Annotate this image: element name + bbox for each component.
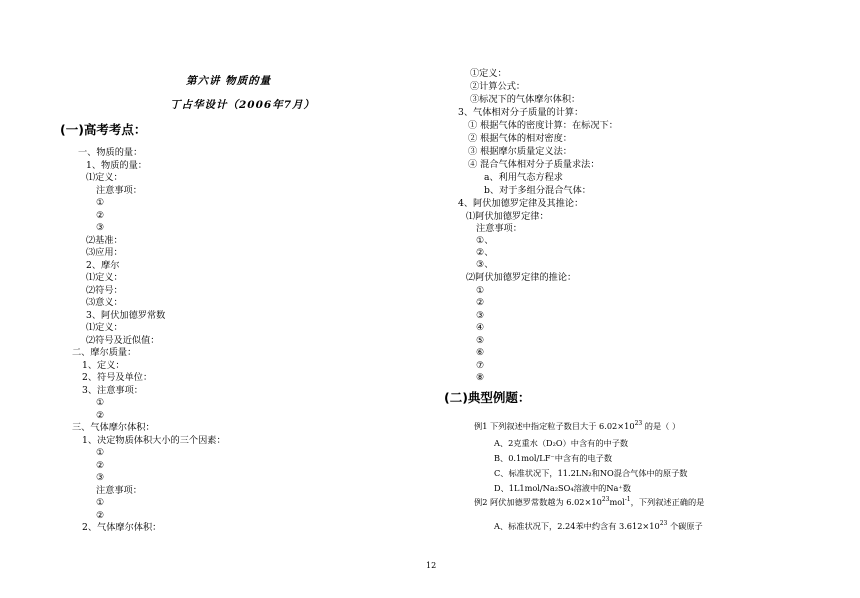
outline-line: 3、注意事项： <box>82 385 143 396</box>
outline-line: ② <box>96 460 105 471</box>
outline-line: ① 根据气体的密度计算：在标况下： <box>468 120 618 131</box>
exponent: 23 <box>659 520 668 527</box>
outline-line: ③ <box>96 222 105 233</box>
outline-line: 1、决定物质体积大小的三个因素： <box>82 435 226 446</box>
outline-line: ⑵基准： <box>86 235 123 246</box>
outline-line: 2、符号及单位： <box>82 372 153 383</box>
example-1-option-a: A、2克重水（D₂O）中含有的中子数 <box>494 438 629 448</box>
outline-line: 注意事项： <box>96 185 142 196</box>
option-tail: 个碳原子 <box>667 521 703 531</box>
example-1-option-d: D、1L1mol/Na₂SO₄溶液中的Na⁺数 <box>494 483 631 493</box>
outline-line: ⑵符号： <box>86 285 123 296</box>
outline-line: 注意事项： <box>96 485 142 496</box>
outline-line: ① <box>96 197 105 208</box>
outline-line: 4、阿伏加德罗定律及其推论： <box>458 198 584 209</box>
example-1-stem <box>474 420 680 432</box>
example-2-stem-text: 例2 阿伏加德罗常数越为 6.02×10 <box>474 497 602 507</box>
designer-line: 丁占华设计（2006年7月） <box>170 99 316 111</box>
outline-line: ⑴阿伏加德罗定律： <box>466 211 549 222</box>
exponent: 23 <box>634 420 643 427</box>
outline-line: ④ 混合气体相对分子质量求法： <box>468 159 600 170</box>
outline-line: b、对于多组分混合气体： <box>484 185 591 196</box>
outline-line: ⑤ <box>476 335 485 346</box>
outline-line: 2、摩尔 <box>86 260 120 271</box>
outline-line: ③、 <box>476 259 494 270</box>
example-1-option-c: C、标准状况下，11.2LN₂和NO混合气体中的原子数 <box>494 468 688 478</box>
outline-line: ① <box>96 497 105 508</box>
example-2-stem <box>474 496 704 508</box>
outline-line: ⑥ <box>476 347 485 358</box>
example-2-option-a <box>494 520 703 532</box>
example-2-stem-tail: ，下列叙述正确的是 <box>630 497 705 507</box>
section-heading-exam-points: (一)高考考点： <box>60 122 147 137</box>
outline-line: ③ <box>96 472 105 483</box>
outline-line: ② <box>96 410 105 421</box>
outline-line: ②计算公式： <box>470 81 526 92</box>
outline-line: ⑦ <box>476 360 485 371</box>
outline-line: ② <box>96 210 105 221</box>
option-text: A、标准状况下，2.24苯中约含有 3.612×10 <box>494 521 660 531</box>
exponent: 23 <box>601 496 610 503</box>
outline-line: ① <box>476 285 485 296</box>
outline-line: 3、气体相对分子质量的计算： <box>458 107 584 118</box>
outline-line: ③ 根据摩尔质量定义法： <box>468 146 572 157</box>
outline-line: 1、定义： <box>82 360 125 371</box>
outline-line: 3、阿伏加德罗常数 <box>86 310 166 321</box>
outline-line: ⑧ <box>476 372 485 383</box>
example-1-stem-tail: 的是（ ） <box>642 421 681 431</box>
outline-line: ④ <box>476 322 485 333</box>
section-heading-examples: (二)典型例题： <box>444 390 531 405</box>
outline-line: 1、物质的量： <box>86 160 147 171</box>
outline-line: ① <box>96 397 105 408</box>
outline-line: ⑶应用： <box>86 247 123 258</box>
outline-line: ⑴定义： <box>86 272 123 283</box>
outline-line: ② <box>96 510 105 521</box>
outline-line: ① <box>96 447 105 458</box>
outline-line: ③ <box>476 310 485 321</box>
unit-text: mol <box>609 497 625 507</box>
outline-line: 二、摩尔质量： <box>72 347 137 358</box>
outline-line: ②、 <box>476 247 494 258</box>
example-1-option-b: B、0.1mol/LF⁻中含有的电子数 <box>494 453 613 463</box>
lecture-title: 第六讲 物质的量 <box>186 75 272 87</box>
page-number: 12 <box>426 561 437 570</box>
outline-line: a、利用气态方程求 <box>484 172 563 183</box>
outline-line: ② 根据气体的相对密度： <box>468 133 572 144</box>
outline-line: ⑶意义： <box>86 297 123 308</box>
outline-line: ⑵阿伏加德罗定律的推论： <box>466 272 577 283</box>
outline-line: ①定义： <box>470 68 507 79</box>
outline-line: ①、 <box>476 235 494 246</box>
outline-line: ⑴定义： <box>86 172 123 183</box>
outline-line: 2、气体摩尔体积： <box>82 522 162 533</box>
outline-line: ③标况下的气体摩尔体积： <box>470 94 581 105</box>
outline-line: ② <box>476 297 485 308</box>
outline-line: 注意事项： <box>476 223 522 234</box>
outline-line: ⑴定义： <box>86 322 123 333</box>
outline-line: ⑵符号及近似值： <box>86 335 160 346</box>
outline-line: 一、物质的量： <box>78 147 143 158</box>
outline-line: 三、气体摩尔体积： <box>72 422 155 433</box>
exponent: -1 <box>624 496 631 503</box>
example-1-stem-text: 例1 下列叙述中指定粒子数目大于 6.02×10 <box>474 421 635 431</box>
